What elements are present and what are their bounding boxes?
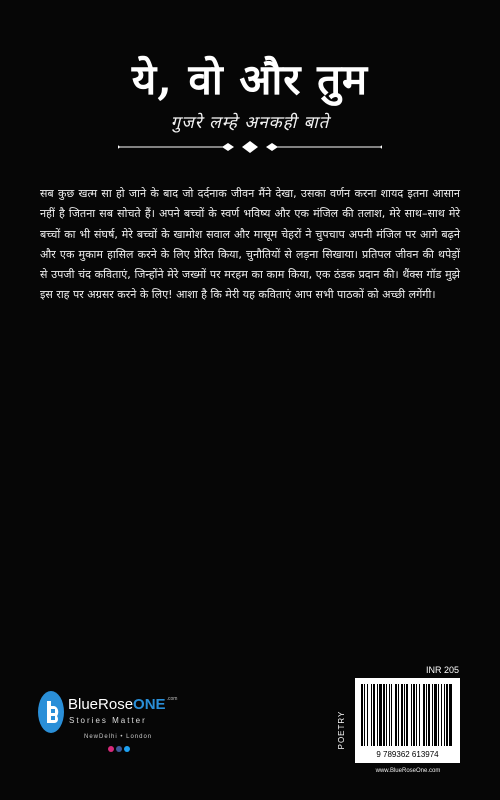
barcode-bar	[364, 684, 365, 746]
barcode-bar	[446, 684, 448, 746]
barcode-bar	[423, 684, 425, 746]
barcode-bar	[428, 684, 430, 746]
barcode-bar	[404, 684, 405, 746]
barcode-bar	[377, 684, 378, 746]
social-icons	[108, 746, 130, 752]
barcode-bar	[419, 684, 420, 746]
bluerose-logo-icon	[38, 690, 64, 734]
barcode-bar	[373, 684, 375, 746]
barcode-bar	[413, 684, 415, 746]
book-blurb: सब कुछ खत्म सा हो जाने के बाद जो दर्दनाक जीवन मैंने देखा, उसका वर्णन करना शायद इतना आसान नहीं है जितना सब सोचते हैं। अपने बच्चों के स्वर्ण भविष्य और एक मंजिल की तलाश, मेरे साथ–साथ मेरे बच्चों का भी संघर्ष, मेरे बच्चों के खामोश सवाल और मासूम चेहरों ने चुपचाप अपनी मंजिल पर आगे बढ़ने और एक मुकाम हासिल करने के लिए प्रेरित किया, चुनौतियों से लड़ना सिखाया। प्रतिपल जीवन की थपेड़ों से उपजी चंद कविताएं, जिन्होंने मेरे जख्मों पर मरहम का काम किया, एक ठंडक प्रदान की। थैंक्स गॉड मुझे इस राह पर अग्रसर करने के लिए! आशा है कि मेरी यह कविताएं आप सभी पाठकों को अच्छी लगेंगी।	[40, 187, 460, 302]
barcode-bar	[401, 684, 403, 746]
publisher-website: www.BlueRoseOne.com	[375, 768, 441, 774]
barcode-bar	[398, 684, 399, 746]
instagram-icon	[108, 746, 114, 752]
barcode-bar	[432, 684, 433, 746]
book-subtitle: गुजरे लम्हे अनकही बाते	[170, 113, 330, 133]
publisher-cities: NewDelhi • London	[84, 734, 153, 740]
publisher-name-one: ONE	[133, 696, 166, 713]
barcode-bar	[395, 684, 397, 746]
book-price: INR 205	[426, 665, 460, 675]
genre-label	[335, 700, 347, 760]
barcode-bar	[391, 684, 392, 746]
publisher-domain-suffix: .com	[166, 696, 178, 702]
barcode-bar	[434, 684, 437, 746]
isbn-barcode	[355, 678, 460, 763]
ornament-divider-icon	[118, 139, 382, 155]
barcode-bar	[383, 684, 385, 746]
publisher-name-blue: BlueRose	[68, 696, 134, 713]
barcode-bar	[389, 684, 390, 746]
barcode-bar	[386, 684, 387, 746]
barcode-bar	[438, 684, 439, 746]
barcode-bar	[426, 684, 427, 746]
barcode-bar	[379, 684, 382, 746]
barcode-bar	[416, 684, 417, 746]
genre-text: POETRY	[337, 710, 346, 750]
barcode-bar	[411, 684, 412, 746]
twitter-icon	[124, 746, 130, 752]
barcode-bar	[444, 684, 445, 746]
facebook-icon	[116, 746, 122, 752]
barcode-bar	[449, 684, 452, 746]
barcode-bar	[371, 684, 372, 746]
barcode-bar	[406, 684, 408, 746]
barcode-bars	[355, 678, 460, 763]
barcode-bar	[361, 684, 363, 746]
book-title: ये, वो और तुम	[131, 55, 369, 104]
publisher-name	[68, 696, 177, 713]
barcode-bar	[441, 684, 442, 746]
isbn-number: 9 789362 613974	[376, 750, 439, 759]
publisher-tagline: Stories Matter	[69, 716, 147, 725]
barcode-bar	[367, 684, 368, 746]
